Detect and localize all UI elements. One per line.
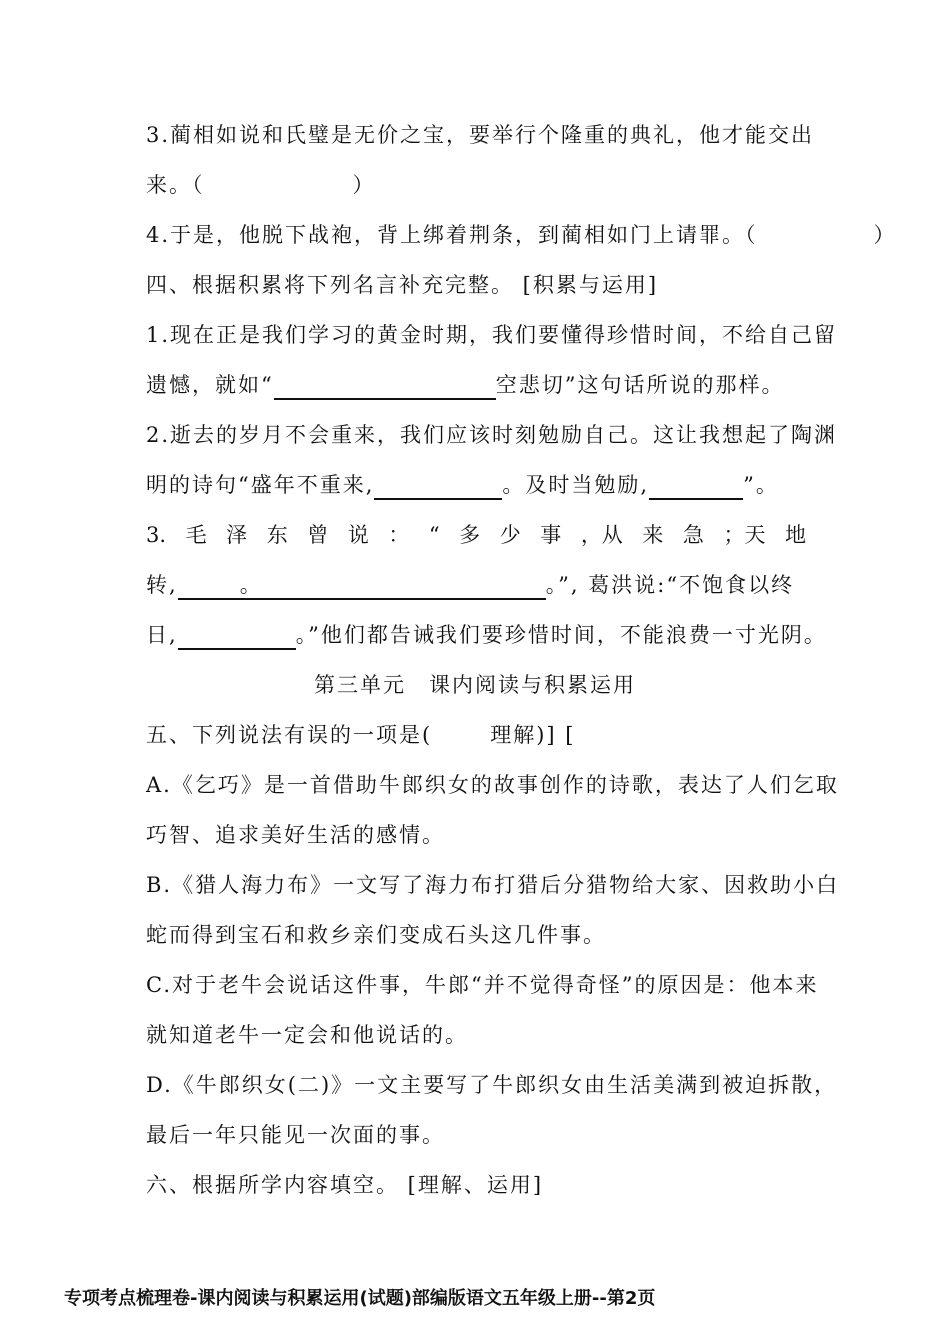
s4-q3-char: 事 [540, 523, 562, 547]
s5-option-b-line2: 蛇而得到宝石和救乡亲们变成石头这几件事。 [146, 923, 606, 947]
s6-heading: 六、根据所学内容填空。 [理解、运用] [146, 1173, 544, 1197]
s4-q3-char: 曾 [307, 523, 329, 547]
s4-q3-char: 东 [266, 523, 288, 547]
s4-q2-pre: 明的诗句“盛年不重来, [146, 473, 375, 497]
s4-q3-char: 来 [642, 523, 664, 547]
s5-option-a-line1: A.《乞巧》是一首借助牛郎织女的故事创作的诗歌，表达了人们乞取 [146, 773, 839, 797]
s4-q2-line1: 2.逝去的岁月不会重来，我们应该时刻勉励自己。这让我想起了陶渊 [146, 423, 838, 447]
s4-q3-line3 [146, 620, 827, 650]
s5-option-c-line1: C.对于老牛会说话这件事，牛郎“并不觉得奇怪”的原因是：他本来 [146, 973, 819, 997]
s4-q3-char: 急 [682, 523, 704, 547]
s3-q3-close: ） [352, 173, 376, 197]
s4-q3-char: 说 [347, 523, 369, 547]
s5-option-d-line1: D.《牛郎织女(二)》一文主要写了牛郎织女由生活美满到被迫拆散， [146, 1073, 838, 1097]
s4-q3-pre: 转, [146, 573, 178, 597]
s4-q2-line2 [146, 470, 779, 500]
s4-q3-char: 毛 [185, 523, 207, 547]
s4-q3-char: 少 [499, 523, 521, 547]
s5-heading [146, 720, 575, 750]
fill-blank[interactable] [649, 476, 743, 500]
s4-q1-line1: 1.现在正是我们学习的黄金时期，我们要懂得珍惜时间，不给自己留 [146, 323, 838, 347]
s4-q3-char: ： [388, 523, 410, 547]
s4-q3-dot: 。 [239, 573, 263, 597]
s3-q4-close: ） [873, 223, 897, 247]
s5-option-a-line2: 巧智、追求美好生活的感情。 [146, 823, 445, 847]
fill-blank[interactable] [178, 626, 296, 650]
s3-q4-text: 4.于是，他脱下战袍，背上绑着荆条，到蔺相如门上请罪。（ [146, 223, 758, 247]
s4-heading: 四、根据积累将下列名言补充完整。 [积累与运用] [146, 273, 659, 297]
s4-q3-char: “ [428, 523, 440, 547]
s3-q3-line2 [146, 170, 376, 200]
s4-q3-l3-post: 。”他们都告诫我们要珍惜时间，不能浪费一寸光阴。 [295, 623, 827, 647]
s3-q3-line1: 3.蔺相如说和氏璧是无价之宝，要举行个隆重的典礼，他才能交出 [146, 123, 815, 147]
s4-q3-char: 3. [146, 523, 167, 547]
s4-q3-char: 多 [459, 523, 481, 547]
s4-q1-line2 [146, 370, 785, 400]
s4-q3-line1 [146, 520, 806, 550]
fill-blank[interactable] [374, 476, 502, 500]
s3-q4-line [146, 220, 897, 250]
s5-option-b-line1: B.《猎人海力布》一文写了海力布打猎后分猎物给大家、因救助小白 [146, 873, 840, 897]
s5-heading-pre: 五、下列说法有误的一项是( [146, 723, 433, 747]
fill-blank[interactable] [274, 376, 496, 400]
s4-q3-l3-pre: 日, [146, 623, 178, 647]
s4-q3-char: 地 [785, 523, 806, 547]
s4-q3-char: ，从 [580, 523, 623, 547]
s4-q1-pre: 遗憾，就如“ [146, 373, 274, 397]
s5-option-c-line2: 就知道老牛一定会和他说话的。 [146, 1023, 468, 1047]
unit-title: 第三单元 课内阅读与积累运用 [314, 673, 636, 697]
s4-q3-line2 [146, 570, 794, 600]
s5-heading-post: 理解)] [ [490, 723, 576, 747]
s4-q3-char: ；天 [723, 523, 766, 547]
s4-q2-post: ”。 [743, 473, 779, 497]
s4-q3-post: 。”, 葛洪说:“不饱食以终 [545, 573, 795, 597]
s3-q3-text: 来。（ [146, 173, 205, 197]
s4-q1-post: 空悲切”这句话所说的那样。 [495, 373, 785, 397]
s4-q2-mid: 。及时当勉励, [502, 473, 650, 497]
s4-q3-char: 泽 [226, 523, 248, 547]
page-footer: 专项考点梳理卷-课内阅读与积累运用(试题)部编版语文五年级上册--第2页 [64, 1288, 656, 1309]
s5-option-d-line2: 最后一年只能见一次面的事。 [146, 1123, 445, 1147]
fill-blank[interactable] [178, 573, 546, 600]
